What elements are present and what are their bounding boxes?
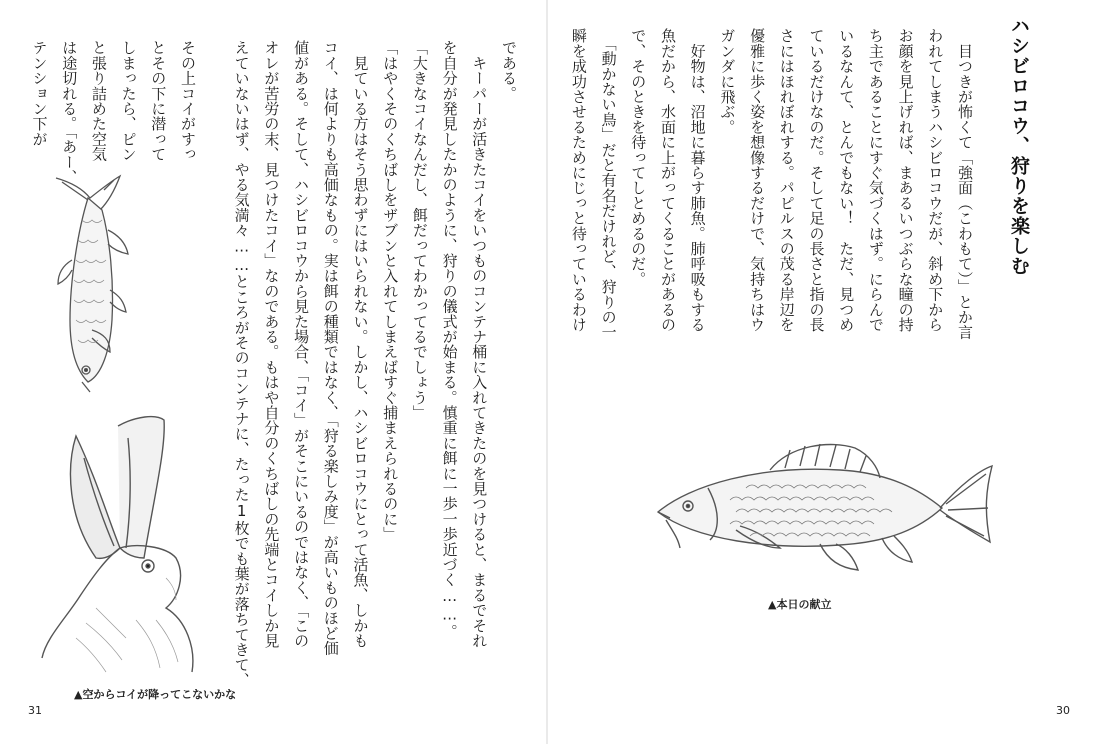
text-line: えていないはず、やる気満々……ところがそのコンテナに、たった1枚でも葉が落ちてきて、 [232, 40, 251, 688]
chapter-heading: ハシビロコウ、狩りを楽しむ [1008, 16, 1030, 276]
text-line: オレが苦労の末、見つけたコイ」なのである。もはや自分のくちばしの先端とコイしか見 [262, 40, 281, 648]
text-line: で、そのときを待ってしとめるのだ。 [629, 28, 648, 287]
hanging-fish-illustration [48, 170, 138, 400]
text-line: キーパーが活きたコイをいつものコンテナ桶に入れてきたのを見つけると、まるでそれ [470, 40, 489, 648]
text-line: とその下に潜って [149, 40, 168, 162]
text-line: である。 [500, 40, 518, 101]
text-line: は途切れる。「あー、 [60, 40, 79, 185]
text-line: と張り詰めた空気 [89, 40, 108, 162]
hanging-fish-drawing [48, 170, 138, 400]
text-line: ち主であることにすぐ気づくはず。にらんで [866, 28, 885, 332]
left-caption: ▲空からコイが降ってこないかな [74, 688, 237, 701]
text-line: さにはほれぼれする。パピルスの茂る岸辺を [777, 28, 796, 332]
shoebill-drawing [36, 408, 236, 676]
text-line: テンション下が [30, 40, 49, 147]
page-number-right: 30 [1056, 704, 1070, 717]
text-line: いるなんて、とんでもない！ ただ、見つめ [837, 28, 856, 332]
carp-drawing [650, 430, 1000, 590]
left-page-short-text [22, 40, 202, 185]
text-line: を自分が発見したかのように、狩りの儀式が始まる。慎重に餌に一歩一歩近づく……。 [440, 40, 459, 639]
text-line: ているだけなのだ。そして足の長さと指の長 [807, 28, 826, 332]
text-line: 見ている方はそう思わずにはいられない。しかし、ハシビロコウにとって活魚、しかも [351, 40, 370, 648]
text-line: 「大きなコイなんだし、餌だってわかってるでしょう」 [410, 40, 429, 420]
text-line: 優雅に歩く姿を想像するだけで、気持ちはウ [748, 28, 767, 332]
shoebill-illustration [36, 408, 236, 676]
text-line: しまったら、ピン [119, 40, 138, 162]
text-line: 好物は、沼地に暮らす肺魚。肺呼吸もする [688, 28, 707, 332]
text-line: ガンダに飛ぶ。 [718, 28, 737, 135]
right-caption: ▲本日の献立 [768, 598, 832, 611]
book-gutter [546, 0, 548, 744]
text-line: 「動かない鳥」だと有名だけれど、狩りの一 [599, 28, 618, 340]
text-line: 瞬を成功させるためにじっと待っているわけ [569, 28, 588, 332]
carp-illustration [650, 430, 1000, 590]
text-line: その上コイがすっ [179, 40, 197, 162]
text-line: 魚だから、水面に上がってくることがあるの [658, 28, 677, 332]
text-line: お顔を見上げれば、まあるいつぶらな瞳の持 [896, 28, 915, 332]
right-page-body-text [559, 28, 979, 358]
left-page-main-text [223, 40, 523, 688]
text-line: コイ、は何よりも高価なもの。実は餌の種類ではなく、「狩る楽しみ度」が高いものほど価 [321, 40, 340, 656]
text-line: 目つきが怖くて「強面（こわもて）」とか言 [956, 28, 974, 340]
page-number-left: 31 [28, 704, 42, 717]
text-line: 「はやくそのくちばしをザブンと入れてしまえばすぐ捕まえられるのに」 [381, 40, 400, 542]
text-line: 値がある。そして、ハシビロコウから見た場合、「コイ」がそこにいるのではなく、「この [292, 40, 311, 649]
text-line: われてしまうハシビロコウだが、斜め下から [926, 28, 945, 332]
